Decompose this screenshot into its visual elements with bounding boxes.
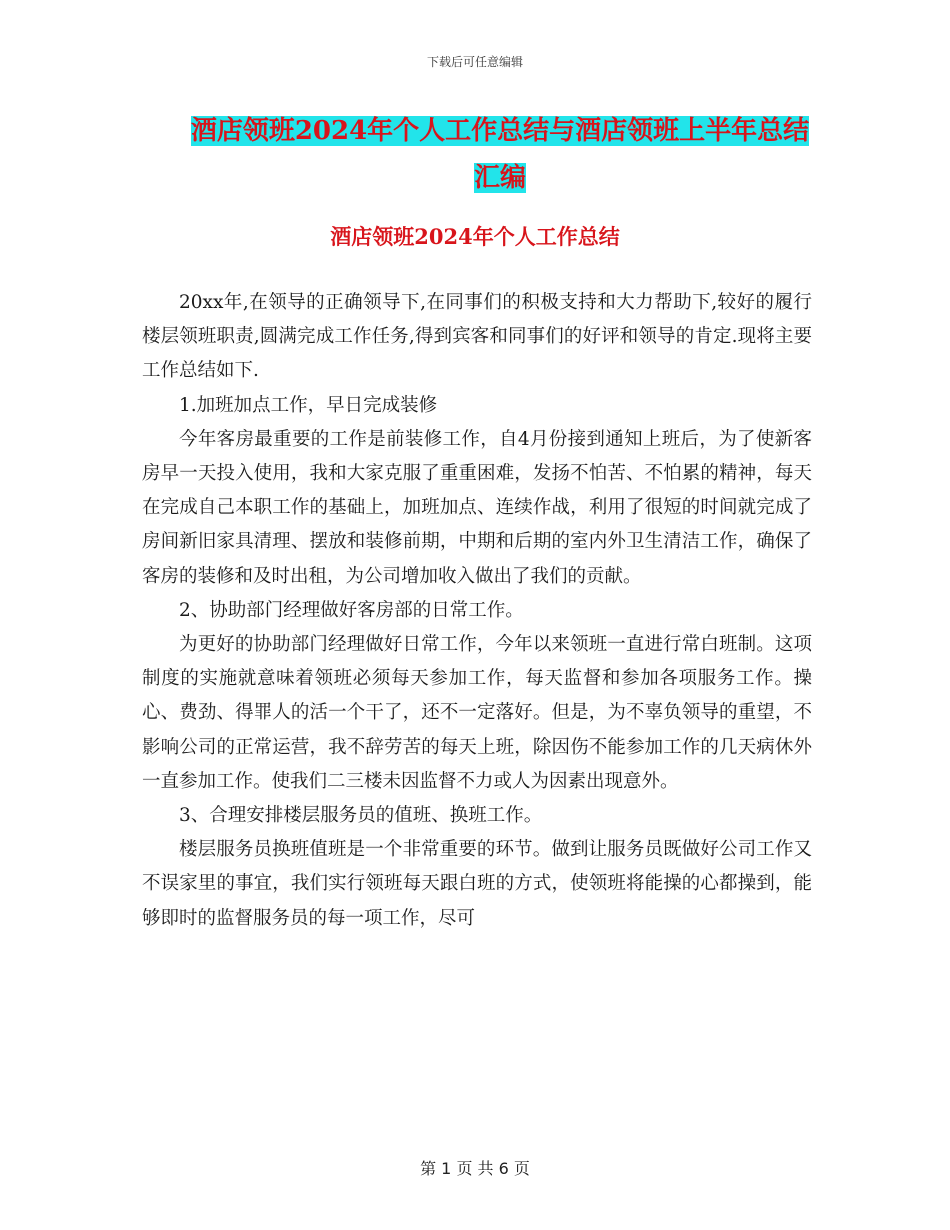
paragraph-item-1: 今年客房最重要的工作是前装修工作，自4月份接到通知上班后，为了使新客房早一天投入使用，我和大家克服了重重困难，发扬不怕苦、不怕累的精神，每天在完成自己本职工作的基础上，加班加点、连续作战，利用了很短的时间就完成了房间新旧家具清理、摆放和装修前期，中期和后期的室内外卫生清洁工作，确保了客房的装修和及时出租，为公司增加收入做出了我们的贡献。 <box>142 428 812 587</box>
heading-item-3: 3、合理安排楼层服务员的值班、换班工作。 <box>179 805 543 827</box>
heading-item-1: 1.加班加点工作，早日完成装修 <box>179 394 438 416</box>
document-title <box>140 108 860 202</box>
paragraph-item-2: 为更好的协助部门经理做好日常工作，今年以来领班一直进行常白班制。这项制度的实施就意味着领班必须每天参加工作，每天监督和参加各项服务工作。操心、费劲、得罪人的活一个干了，还不一定落好。但是，为不辜负领导的重望，不影响公司的正常运营，我不辞劳苦的每天上班，除因伤不能参加工作的几天病休外一直参加工作。使我们二三楼未因监督不力或人为因素出现意外。 <box>142 634 812 792</box>
body-text <box>142 286 812 936</box>
page-header-note: 下载后可任意编辑 <box>426 55 523 69</box>
heading-item-2: 2、协助部门经理做好客房部的日常工作。 <box>179 599 524 621</box>
document-title-line-1: 酒店领班2024年个人工作总结与酒店领班上半年总结 <box>190 116 810 146</box>
document-title-line-2: 汇编 <box>473 163 526 193</box>
paragraph-intro: 20xx年,在领导的正确领导下,在同事们的积极支持和大力帮助下,较好的履行楼层领班职责,圆满完成工作任务,得到宾客和同事们的好评和领导的肯定.现将主要工作总结如下. <box>142 292 812 382</box>
paragraph-item-3: 楼层服务员换班值班是一个非常重要的环节。做到让服务员既做好公司工作又不误家里的事宜，我们实行领班每天跟白班的方式，使领班将能操的心都操到，能够即时的监督服务员的每一项工作，尽可 <box>142 839 812 929</box>
section-title: 酒店领班2024年个人工作总结 <box>330 224 620 249</box>
page-footer: 第 1 页 共 6 页 <box>420 1159 530 1178</box>
